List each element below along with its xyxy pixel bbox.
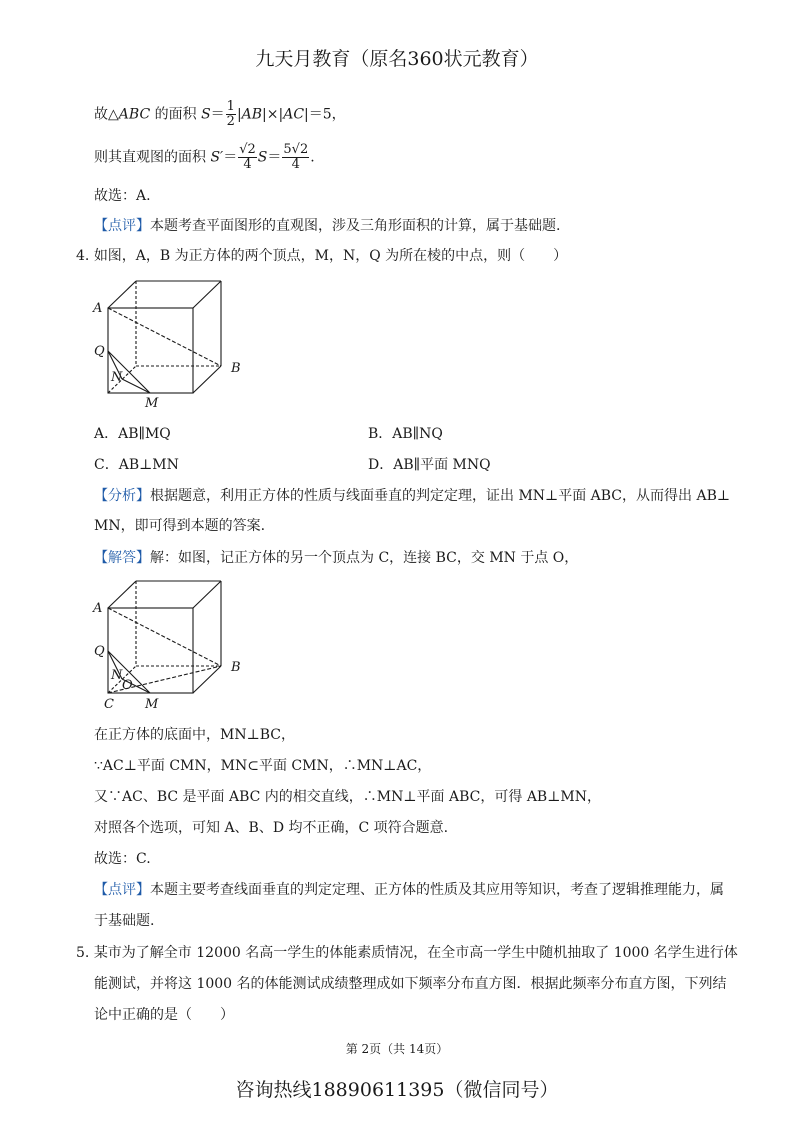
q3-comment (94, 216, 560, 236)
cube-figure-2 (88, 580, 258, 712)
option-a: A．AB∥MQ (94, 426, 171, 442)
q4-comment-line1 (94, 880, 724, 900)
view-area-line (94, 143, 315, 172)
option-c: C．AB⊥MN (94, 457, 179, 473)
comment-text-2: 本题主要考查线面垂直的判定定理、正方体的性质及其应用等知识，考查了逻辑推理能力，属 (150, 882, 724, 898)
view-end: . (310, 149, 315, 166)
fig1-label-q: Q (94, 344, 105, 359)
q5-line2: 能测试，并将这 1000 名的体能测试成绩整理成如下频率分布直方图．根据此频率分布直方图，下列结 (94, 976, 727, 992)
area-formula-line (94, 100, 346, 129)
answer-intro-text: 解：如图，记正方体的另一个顶点为 C，连接 BC，交 MN 于点 O， (150, 550, 579, 566)
frac1-den: 4 (243, 157, 252, 172)
q4-answer-intro (94, 548, 578, 568)
half-num: 1 (226, 99, 235, 114)
option-d: D．AB∥平面 MNQ (368, 457, 491, 473)
q5-line1 (76, 943, 738, 963)
q4-comment-line2: 于基础题. (94, 913, 155, 929)
q3-choice: 故选：A. (94, 188, 151, 204)
q4-stem (76, 246, 567, 266)
q4-analysis-line1 (94, 486, 730, 506)
view-s: S′ (210, 149, 224, 166)
q4-stem-text: 如图，A，B 为正方体的两个顶点，M，N，Q 为所在棱的中点，则（ ） (93, 248, 568, 264)
option-b: B．AB∥NQ (368, 426, 443, 442)
fig2-label-q: Q (94, 644, 105, 659)
q4-step-2: ∵AC⊥平面 CMN，MN⊂平面 CMN，∴MN⊥AC， (94, 758, 432, 774)
q4-step-1: 在正方体的底面中，MN⊥BC， (94, 727, 296, 743)
fig2-label-c: C (104, 697, 114, 712)
comment-tag: 【点评】 (94, 218, 150, 234)
half-den: 2 (226, 114, 235, 129)
area-s: S (201, 106, 211, 123)
hotline-banner: 咨询热线18890611395（微信同号） (235, 1079, 559, 1101)
fig1-label-n: N (111, 370, 123, 385)
fig1-label-a: A (93, 301, 103, 316)
view-eq: ＝ (223, 149, 238, 166)
frac2-den: 4 (291, 157, 300, 172)
comment-text: 本题考查平面图形的直观图，涉及三角形面积的计算，属于基础题. (150, 218, 561, 234)
fig2-label-a: A (93, 601, 103, 616)
area-prefix: 故△ (94, 106, 119, 123)
page-header-title: 九天月教育（原名360状元教育） (255, 48, 539, 70)
segment-ab (108, 308, 221, 366)
sqrt2-over-4-fraction (238, 143, 257, 172)
area-eq: ＝ (210, 106, 225, 123)
q4-step-4: 对照各个选项，可知 A、B、D 均不正确，C 项符合题意. (94, 820, 449, 836)
analysis-tag: 【分析】 (94, 488, 150, 504)
analysis-text-1: 根据题意，利用正方体的性质与线面垂直的判定定理，证出 MN⊥平面 ABC，从而得出 AB⊥ (150, 488, 731, 504)
fig2-label-b: B (231, 660, 241, 675)
q4-choice: 故选：C. (94, 851, 151, 867)
q4-analysis-line2: MN，即可得到本题的答案. (94, 518, 266, 534)
view-eq2: ＝ (267, 149, 282, 166)
cube-figure-1 (88, 278, 248, 412)
fig2-label-m: M (145, 697, 159, 712)
fig2-label-o: O (122, 678, 133, 693)
fig1-label-m: M (145, 396, 159, 411)
q5-text-1: 某市为了解全市 12000 名高一学生的体能素质情况，在全市高一学生中随机抽取了 1000 名学生进行体 (93, 945, 738, 961)
area-abs: |AB|×|AC| (236, 106, 309, 123)
view-prefix: 则其直观图的面积 (94, 149, 211, 166)
q4-step-3: 又∵AC、BC 是平面 ABC 内的相交直线，∴MN⊥平面 ABC，可得 AB⊥MN， (94, 789, 601, 805)
area-result: ＝5， (308, 106, 346, 123)
fig2-label-n: N (111, 668, 123, 683)
page-number: 第 2页（共 14页） (345, 1042, 449, 1056)
q4-number: 4. (76, 248, 90, 264)
area-triangle: ABC (118, 106, 151, 123)
fig1-label-b: B (231, 361, 241, 376)
frac1-num: √2 (239, 142, 256, 157)
area-mid: 的面积 (150, 106, 202, 123)
answer-tag: 【解答】 (94, 550, 150, 566)
5sqrt2-over-4-fraction (282, 143, 309, 172)
view-s2: S (257, 149, 268, 166)
segment-ab-2 (108, 608, 221, 666)
half-fraction (226, 100, 236, 129)
q5-number: 5. (76, 945, 90, 961)
comment-tag-2: 【点评】 (94, 882, 150, 898)
q5-line3: 论中正确的是（ ） (94, 1007, 234, 1023)
frac2-num: 5√2 (283, 142, 309, 157)
